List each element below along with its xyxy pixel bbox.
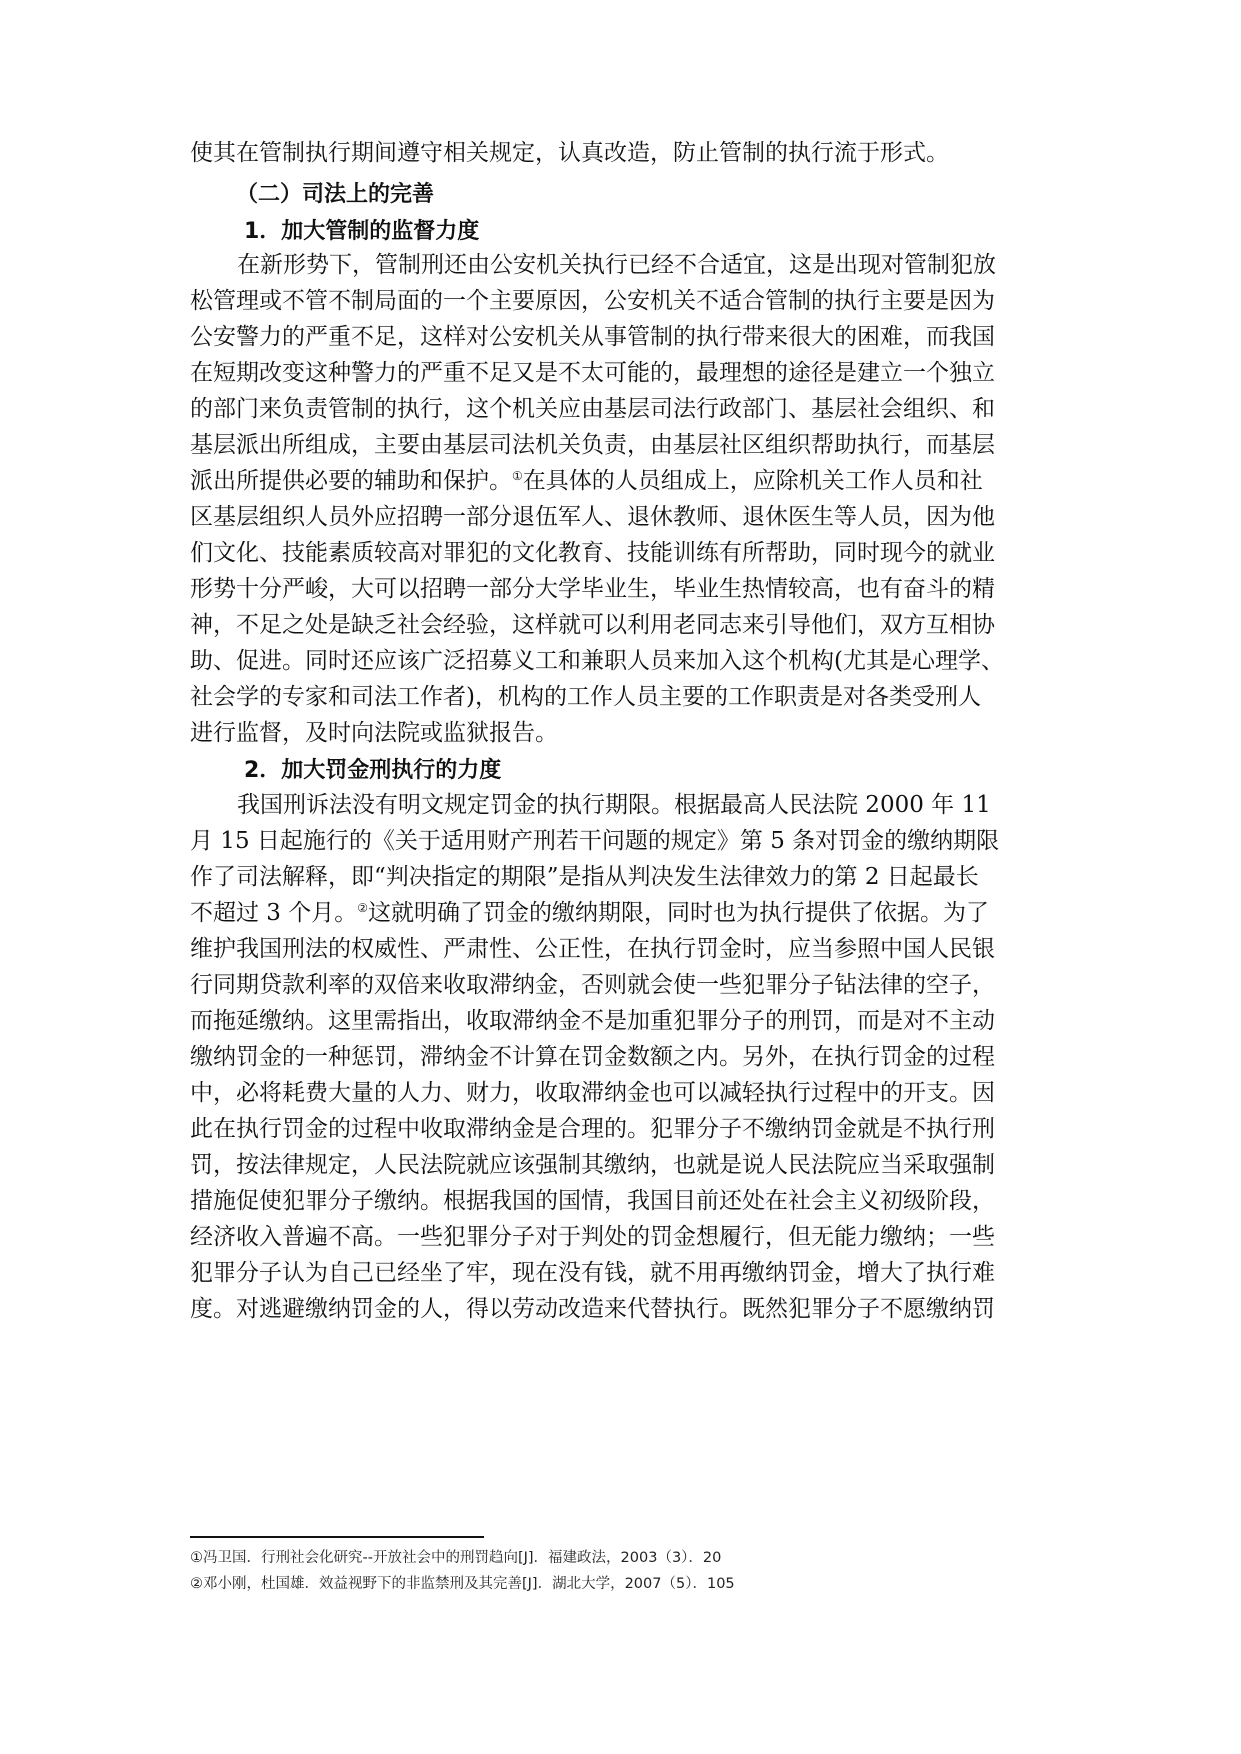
- paragraph-line: 社会学的专家和司法工作者)，机构的工作人员主要的工作职责是对各类受刑人: [190, 684, 981, 710]
- subsection-1-heading: 1．加大管制的监督力度: [244, 219, 480, 244]
- paragraph-line: 月 15 日起施行的《关于适用财产刑若干问题的规定》第 5 条对罚金的缴纳期限: [190, 828, 1000, 854]
- paragraph-line: 度。对逃避缴纳罚金的人，得以劳动改造来代替执行。既然犯罪分子不愿缴纳罚: [190, 1296, 995, 1322]
- paragraph-line: 区基层组织人员外应招聘一部分退伍军人、退休教师、退休医生等人员，因为他: [190, 504, 995, 530]
- paragraph-line: 神，不足之处是缺乏社会经验，这样就可以利用老同志来引导他们，双方互相协: [190, 612, 995, 638]
- paragraph-line: 作了司法解释，即“判决指定的期限”是指从判决发生法律效力的第 2 日起最长: [190, 864, 979, 890]
- paragraph-line: 措施促使犯罪分子缴纳。根据我国的国情，我国目前还处在社会主义初级阶段，: [190, 1188, 995, 1214]
- paragraph-line: 罚，按法律规定，人民法院就应该强制其缴纳，也就是说人民法院应当采取强制: [190, 1152, 995, 1178]
- paragraph-line: 犯罪分子认为自己已经坐了牢，现在没有钱，就不用再缴纳罚金，增大了执行难: [190, 1260, 995, 1286]
- paragraph-line: [190, 466, 983, 496]
- paragraph-line: 在新形势下，管制刑还由公安机关执行已经不合适宜，这是出现对管制犯放: [237, 252, 996, 278]
- section-heading: （二）司法上的完善: [236, 182, 435, 207]
- paragraph-line: 进行监督，及时向法院或监狱报告。: [190, 720, 558, 746]
- paragraph-line: 中，必将耗费大量的人力、财力，收取滞纳金也可以减轻执行过程中的开支。因: [190, 1080, 995, 1106]
- footnote-ref-2[interactable]: ②: [357, 901, 369, 915]
- paragraph-line: 基层派出所组成，主要由基层司法机关负责，由基层社区组织帮助执行，而基层: [190, 432, 995, 458]
- paragraph-line: 们文化、技能素质较高对罪犯的文化教育、技能训练有所帮助，同时现今的就业: [190, 540, 995, 566]
- footnote-separator: [190, 1536, 484, 1538]
- paragraph-line: 形势十分严峻，大可以招聘一部分大学毕业生，毕业生热情较高，也有奋斗的精: [190, 576, 995, 602]
- paragraph-line: 公安警力的严重不足，这样对公安机关从事管制的执行带来很大的困难，而我国: [190, 324, 995, 350]
- paragraph-line: 在短期改变这种警力的严重不足又是不太可能的，最理想的途径是建立一个独立: [190, 360, 995, 386]
- footnote-2: ②邓小刚，杜国雄．效益视野下的非监禁刑及其完善[J]．湖北大学，2007（5）．105: [190, 1576, 735, 1592]
- paragraph-text: 派出所提供必要的辅助和保护。: [190, 468, 512, 494]
- subsection-2-heading: 2．加大罚金刑执行的力度: [244, 758, 502, 783]
- paragraph-line: 维护我国刑法的权威性、严肃性、公正性，在执行罚金时，应当参照中国人民银: [190, 936, 995, 962]
- paragraph-line: 的部门来负责管制的执行，这个机关应由基层司法行政部门、基层社会组织、和: [190, 396, 995, 422]
- paragraph-line: 行同期贷款利率的双倍来收取滞纳金，否则就会使一些犯罪分子钻法律的空子，: [190, 972, 995, 998]
- paragraph-line: 经济收入普遍不高。一些犯罪分子对于判处的罚金想履行，但无能力缴纳；一些: [190, 1224, 995, 1250]
- paragraph-text: 在具体的人员组成上，应除机关工作人员和社: [522, 468, 983, 494]
- paragraph-line: 松管理或不管不制局面的一个主要原因，公安机关不适合管制的执行主要是因为: [190, 288, 995, 314]
- paragraph-line: 助、促进。同时还应该广泛招募义工和兼职人员来加入这个机构(尤其是心理学、: [190, 648, 1004, 674]
- paragraph-line: 而拖延缴纳。这里需指出，收取滞纳金不是加重犯罪分子的刑罚，而是对不主动: [190, 1008, 995, 1034]
- paragraph-line: 此在执行罚金的过程中收取滞纳金是合理的。犯罪分子不缴纳罚金就是不执行刑: [190, 1116, 995, 1142]
- footnote-1: ①冯卫国．行刑社会化研究--开放社会中的刑罚趋向[J]．福建政法，2003（3）．20: [190, 1550, 722, 1566]
- footnote-ref-1[interactable]: ①: [512, 469, 523, 483]
- paragraph-line: 我国刑诉法没有明文规定罚金的执行期限。根据最高人民法院 2000 年 11: [237, 792, 991, 818]
- paragraph-line: [190, 898, 989, 928]
- paragraph-line: 缴纳罚金的一种惩罚，滞纳金不计算在罚金数额之内。另外，在执行罚金的过程: [190, 1044, 995, 1070]
- continuation-line: 使其在管制执行期间遵守相关规定，认真改造，防止管制的执行流于形式。: [190, 140, 949, 166]
- paragraph-text: 这就明确了罚金的缴纳期限，同时也为执行提供了依据。为了: [368, 900, 990, 926]
- paragraph-text: 不超过 3 个月。: [190, 900, 358, 926]
